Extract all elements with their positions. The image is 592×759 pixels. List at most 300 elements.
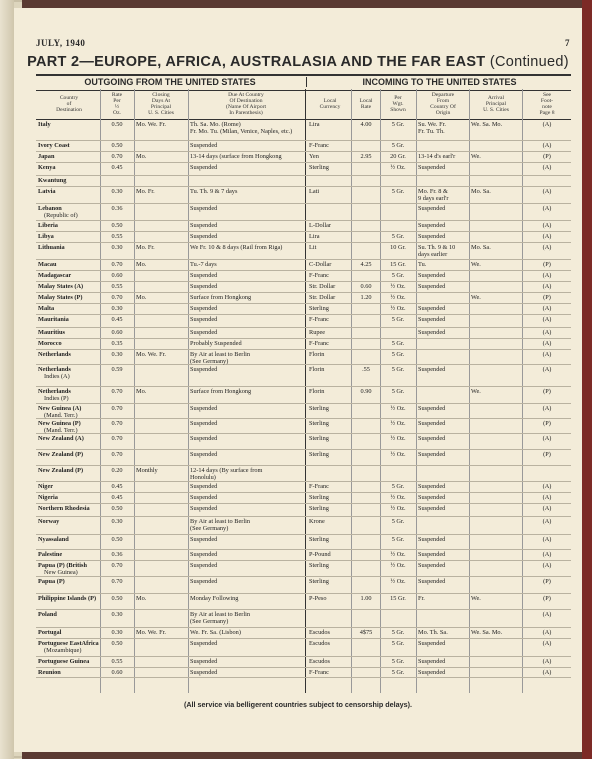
cell-text: Suspended <box>190 494 218 501</box>
cell-footnote-ref <box>524 283 570 290</box>
cell-local-currency <box>309 188 351 195</box>
cell-country <box>38 611 100 618</box>
cell-local-currency <box>309 233 351 240</box>
cell-text: Probably Suspended <box>190 340 242 347</box>
table-row <box>36 304 571 315</box>
cell-text: 0.60 <box>111 329 123 336</box>
cell-due-at <box>190 233 302 240</box>
cell-country <box>38 261 100 268</box>
table-row <box>36 141 571 152</box>
cell-country <box>38 205 100 219</box>
cell-text: Suspended <box>418 494 446 501</box>
running-head-date: JULY, 1940 <box>36 38 86 48</box>
cell-text: ½ Oz. <box>390 435 406 442</box>
cell-rate <box>102 305 132 312</box>
cell-due-at <box>190 283 302 290</box>
cell-departure <box>418 640 468 647</box>
cell-rate <box>102 121 132 128</box>
cell-text: F-Franc <box>309 272 329 279</box>
cell-text: Suspended <box>418 640 446 647</box>
cell-due-at <box>190 518 302 532</box>
cell-rate <box>102 435 132 442</box>
cell-due-at <box>190 222 302 229</box>
cell-text: Papua (P) <box>38 578 65 585</box>
table-row <box>36 152 571 163</box>
cell-local-currency <box>309 305 351 312</box>
cell-text: We. <box>471 153 481 160</box>
cell-local-currency <box>309 294 351 301</box>
table-row <box>36 434 571 450</box>
book-spine <box>0 0 14 759</box>
cell-text: Suspended <box>418 536 446 543</box>
cell-text: Suspended <box>190 562 218 569</box>
cell-text: ½ Oz. <box>390 420 406 427</box>
cell-text: 5 Gr. <box>391 640 405 647</box>
cell-local-currency <box>309 658 351 665</box>
cell-per-weight <box>382 483 414 490</box>
cell-rate <box>102 388 132 395</box>
cell-due-at <box>190 562 302 569</box>
cell-text: Sterling <box>309 536 329 543</box>
cell-text: 0.35 <box>111 340 123 347</box>
cell-text: (A) <box>542 272 552 279</box>
cell-departure <box>418 261 468 268</box>
cell-rate <box>102 640 132 647</box>
cell-per-weight <box>382 233 414 240</box>
cell-due-at <box>190 366 302 373</box>
table-row <box>36 387 571 404</box>
cell-text: Suspended <box>418 658 446 665</box>
cell-text: (P) <box>543 153 551 160</box>
cell-due-at <box>190 272 302 279</box>
cell-text: Suspended <box>190 305 218 312</box>
cell-per-weight <box>382 188 414 195</box>
cell-text: Lati <box>309 188 320 195</box>
cell-text: ½ Oz. <box>390 505 406 512</box>
cell-departure <box>418 153 468 160</box>
cell-departure <box>418 420 468 427</box>
cell-text: P-Peso <box>309 595 327 602</box>
cell-text: Malay States (P) <box>38 294 83 301</box>
cell-text: 12-14 days (By surface from Honolulu) <box>190 467 263 481</box>
cell-text: (A) <box>542 658 552 665</box>
cell-departure <box>418 316 468 323</box>
column-header-footnote-ref: See Foot- note Page 8 <box>539 92 555 116</box>
cell-text: Sterling <box>309 505 329 512</box>
cell-local-currency <box>309 595 351 602</box>
cell-text: Mo. <box>136 153 147 160</box>
table-row <box>36 221 571 232</box>
cell-country <box>38 142 100 149</box>
cell-closing-days <box>136 153 186 160</box>
cell-footnote-ref <box>524 340 570 347</box>
title-continued: (Continued) <box>489 54 569 70</box>
cell-arrival <box>471 261 521 268</box>
cell-local-currency <box>309 562 351 569</box>
cell-local-currency <box>309 518 351 525</box>
cell-arrival <box>471 629 521 636</box>
cell-text: Sterling <box>309 578 329 585</box>
cell-departure <box>418 578 468 585</box>
cell-text: P-Pound <box>309 551 331 558</box>
cell-text: (A) <box>542 205 552 212</box>
cell-text: (A) <box>542 505 552 512</box>
cell-due-at <box>190 244 302 251</box>
cell-footnote-ref <box>524 142 570 149</box>
cell-rate <box>102 518 132 525</box>
cell-due-at <box>190 261 302 268</box>
cell-text: (A) <box>542 366 552 373</box>
cell-country <box>38 222 100 229</box>
cell-text: Suspended <box>190 435 218 442</box>
cell-text: Suspended <box>190 233 218 240</box>
cell-text: 5 Gr. <box>391 272 405 279</box>
cell-due-at <box>190 294 302 301</box>
cell-text: (P) <box>543 388 551 395</box>
cell-local-currency <box>309 388 351 395</box>
cell-text: (P) <box>543 294 551 301</box>
cell-text: (A) <box>542 494 552 501</box>
cell-text: 0.70 <box>111 420 123 427</box>
table-row <box>36 204 571 221</box>
cell-text: 5 Gr. <box>391 340 405 347</box>
cell-footnote-ref <box>524 611 570 618</box>
country-subtitle: Indies (A) <box>44 373 70 380</box>
cell-text: 4.25 <box>360 261 372 268</box>
cell-closing-days <box>136 294 186 301</box>
cell-text: Palestine <box>38 551 63 558</box>
cell-text: Sterling <box>309 451 329 458</box>
cell-departure <box>418 244 468 258</box>
cell-text: Lira <box>309 233 320 240</box>
cell-text: 0.60 <box>111 669 123 676</box>
cell-text: (A) <box>542 435 552 442</box>
cell-text: We. Sa. Mo. <box>471 121 503 128</box>
cell-departure <box>418 164 468 171</box>
cell-text: Sterling <box>309 164 329 171</box>
cell-due-at <box>190 388 302 395</box>
cell-local-currency <box>309 316 351 323</box>
table-row <box>36 404 571 419</box>
cell-text: Mo. We. Fr. <box>136 629 166 636</box>
cell-text: Suspended <box>418 205 446 212</box>
cell-text: Madagascar <box>38 272 72 279</box>
cell-text: (P) <box>543 420 551 427</box>
cell-local-rate <box>353 283 379 290</box>
cell-per-weight <box>382 272 414 279</box>
cell-due-at <box>190 629 302 636</box>
censorship-footnote: (All service via belligerent countries subject to censorship delays). <box>183 700 413 709</box>
table-row <box>36 328 571 339</box>
cell-text: 0.45 <box>111 494 123 501</box>
cell-rate <box>102 188 132 195</box>
cell-text: Suspended <box>418 305 446 312</box>
cell-per-weight <box>382 405 414 412</box>
cell-departure <box>418 121 468 135</box>
cell-text: Sterling <box>309 494 329 501</box>
cell-text: Kwantung <box>38 177 67 184</box>
cell-text: (A) <box>542 629 552 636</box>
table-row <box>36 577 571 594</box>
cell-text: 0.45 <box>111 164 123 171</box>
cell-text: Norway <box>38 518 60 525</box>
cell-local-currency <box>309 536 351 543</box>
cell-footnote-ref <box>524 329 570 336</box>
book-edge <box>582 0 592 759</box>
cell-closing-days <box>136 244 186 251</box>
title-text: PART 2—EUROPE, AFRICA, AUSTRALASIA AND THE FAR EAST <box>27 54 486 70</box>
cell-local-rate <box>353 261 379 268</box>
cell-closing-days <box>136 595 186 602</box>
cell-text: 5 Gr. <box>391 483 405 490</box>
cell-arrival <box>471 244 521 251</box>
cell-text: Tu. Th. 9 & 7 days <box>190 188 238 195</box>
cell-text: Netherlands <box>38 366 71 373</box>
cell-text: F-Franc <box>309 316 329 323</box>
cell-country <box>38 164 100 171</box>
table-row <box>36 610 571 628</box>
cell-footnote-ref <box>524 164 570 171</box>
cell-due-at <box>190 658 302 665</box>
cell-text: By Air at least to Berlin (See Germany) <box>190 611 250 625</box>
column-header-local-currency: Local Currency <box>319 98 341 110</box>
cell-country <box>38 467 100 474</box>
cell-departure <box>418 494 468 501</box>
cell-text: Suspended <box>190 329 218 336</box>
cell-text: (A) <box>542 536 552 543</box>
country-subtitle: (Mand. Terr.) <box>44 412 78 419</box>
cell-text: Lebanon <box>38 205 62 212</box>
cell-text: 0.50 <box>111 121 123 128</box>
cell-text: Monthly <box>136 467 158 474</box>
cell-text: 5 Gr. <box>391 658 405 665</box>
cell-text: Kenya <box>38 164 56 171</box>
cell-text: 15 Gr. <box>390 595 406 602</box>
cell-per-weight <box>382 536 414 543</box>
table-row <box>36 493 571 504</box>
cell-text: (A) <box>542 164 552 171</box>
cell-departure <box>418 595 468 602</box>
cell-text: Mo. <box>136 294 147 301</box>
cell-local-rate <box>353 366 379 373</box>
cell-text: We. Sa. Mo. <box>471 629 503 636</box>
table-row <box>36 419 571 434</box>
cell-text: F-Franc <box>309 483 329 490</box>
table-row <box>36 315 571 328</box>
cell-text: Surface from Hongkong <box>190 294 252 301</box>
cell-local-currency <box>309 366 351 373</box>
cell-rate <box>102 222 132 229</box>
table-row <box>36 271 571 282</box>
cell-text: 5 Gr. <box>391 388 405 395</box>
cell-text: Suspended <box>418 451 446 458</box>
cell-text: ½ Oz. <box>390 305 406 312</box>
cell-country <box>38 188 100 195</box>
cell-departure <box>418 188 468 202</box>
cell-departure <box>418 629 468 636</box>
cell-text: (A) <box>542 316 552 323</box>
cell-local-currency <box>309 222 351 229</box>
cell-country <box>38 153 100 160</box>
cell-local-currency <box>309 629 351 636</box>
cell-closing-days <box>136 121 186 128</box>
cell-country <box>38 595 100 602</box>
cell-text: Portugal <box>38 629 62 636</box>
table-row <box>36 282 571 293</box>
cell-text: 0.70 <box>111 562 123 569</box>
cell-footnote-ref <box>524 272 570 279</box>
cell-local-currency <box>309 505 351 512</box>
cell-footnote-ref <box>524 420 570 427</box>
cell-text: Florin <box>309 388 325 395</box>
cell-text: Tu. <box>418 261 427 268</box>
cell-text: (A) <box>542 640 552 647</box>
cell-text: ½ Oz. <box>390 562 406 569</box>
cell-text: Mo. We. Fr. <box>136 351 166 358</box>
cell-text: Suspended <box>418 405 446 412</box>
cell-footnote-ref <box>524 366 570 373</box>
cell-footnote-ref <box>524 121 570 128</box>
cell-per-weight <box>382 121 414 128</box>
cell-text: Suspended <box>418 551 446 558</box>
cell-rate <box>102 283 132 290</box>
table-row <box>36 535 571 550</box>
table-row <box>36 350 571 365</box>
cell-rate <box>102 164 132 171</box>
cell-per-weight <box>382 351 414 358</box>
cell-rate <box>102 562 132 569</box>
cell-footnote-ref <box>524 294 570 301</box>
cell-text: F-Franc <box>309 142 329 149</box>
cell-footnote-ref <box>524 551 570 558</box>
cell-due-at <box>190 578 302 585</box>
cell-country <box>38 640 100 654</box>
cell-country <box>38 351 100 358</box>
cell-text: 5 Gr. <box>391 669 405 676</box>
cell-per-weight <box>382 658 414 665</box>
cell-due-at <box>190 340 302 347</box>
cell-text: ½ Oz. <box>390 283 406 290</box>
cell-due-at <box>190 505 302 512</box>
cell-rate <box>102 494 132 501</box>
table-row <box>36 260 571 271</box>
cell-footnote-ref <box>524 305 570 312</box>
cell-footnote-ref <box>524 483 570 490</box>
cell-departure <box>418 562 468 569</box>
cell-text: Florin <box>309 366 325 373</box>
cell-text: (P) <box>543 451 551 458</box>
cell-footnote-ref <box>524 316 570 323</box>
cell-text: Th. Sa. Mo. (Rome) Fr. Mo. Tu. (Milan, Venice, Naples, etc.) <box>190 121 293 135</box>
cell-text: F-Franc <box>309 669 329 676</box>
cell-local-currency <box>309 121 351 128</box>
cell-local-currency <box>309 142 351 149</box>
cell-footnote-ref <box>524 244 570 251</box>
cell-text: 2.95 <box>360 153 372 160</box>
cell-text: Suspended <box>190 366 218 373</box>
country-subtitle: (Republic of) <box>44 212 78 219</box>
country-subtitle: (Mand. Terr.) <box>44 427 78 434</box>
cell-text: Escudos <box>309 658 330 665</box>
cell-per-weight <box>382 142 414 149</box>
cell-text: Mauritania <box>38 316 69 323</box>
cell-due-at <box>190 611 302 625</box>
cell-departure <box>418 205 468 212</box>
cell-text: Portuguese Guinea <box>38 658 90 665</box>
cell-text: Suspended <box>418 164 446 171</box>
cell-text: (A) <box>542 283 552 290</box>
cell-text: Su. We. Fr. Fr. Tu. Th. <box>418 121 446 135</box>
cell-text: 0.45 <box>111 483 123 490</box>
cell-text: ½ Oz. <box>390 164 406 171</box>
cell-rate <box>102 669 132 676</box>
cell-text: Su. Th. 9 & 10 days earlier <box>418 244 456 258</box>
cell-text: 0.90 <box>360 388 372 395</box>
table-row <box>36 232 571 243</box>
cell-local-currency <box>309 640 351 647</box>
cell-text: 0.30 <box>111 351 123 358</box>
cell-due-at <box>190 420 302 427</box>
cell-text: 0.70 <box>111 153 123 160</box>
cell-per-weight <box>382 164 414 171</box>
cell-per-weight <box>382 451 414 458</box>
cell-text: Suspended <box>190 505 218 512</box>
cell-text: By Air at least to Berlin (See Germany) <box>190 518 250 532</box>
cell-text: Malay States (A) <box>38 283 84 290</box>
cell-text: ½ Oz. <box>390 494 406 501</box>
cell-text: Suspended <box>190 658 218 665</box>
cell-local-currency <box>309 283 351 290</box>
cell-text: (A) <box>542 142 552 149</box>
cell-text: ½ Oz. <box>390 405 406 412</box>
cell-due-at <box>190 305 302 312</box>
cell-footnote-ref <box>524 536 570 543</box>
cell-text: (A) <box>542 121 552 128</box>
cell-footnote-ref <box>524 351 570 358</box>
cell-text: Suspended <box>418 366 446 373</box>
cell-local-currency <box>309 483 351 490</box>
cell-text: 13-14 d's earl'r <box>418 153 456 160</box>
cell-text: Suspended <box>418 435 446 442</box>
table-row <box>36 163 571 176</box>
cell-arrival <box>471 388 521 395</box>
cell-rate <box>102 272 132 279</box>
cell-text: New Zealand (A) <box>38 435 84 442</box>
cell-text: Florin <box>309 351 325 358</box>
column-header-due-at: Due At Country Of Destination (Name Of Airport In Parenthesis) <box>225 92 267 116</box>
table-row <box>36 466 571 482</box>
cell-country <box>38 340 100 347</box>
table-row <box>36 550 571 561</box>
cell-departure <box>418 283 468 290</box>
cell-text: 0.50 <box>111 595 123 602</box>
cell-text: Lithuania <box>38 244 65 251</box>
cell-arrival <box>471 595 521 602</box>
cell-text: Sterling <box>309 435 329 442</box>
cell-country <box>38 494 100 501</box>
cell-local-currency <box>309 244 351 251</box>
cell-text: 13-14 days (surface from Hongkong <box>190 153 282 160</box>
cell-text: 0.36 <box>111 551 123 558</box>
cell-local-currency <box>309 420 351 427</box>
column-headers <box>36 89 571 120</box>
cell-text: 0.55 <box>111 658 123 665</box>
cell-text: 0.70 <box>111 451 123 458</box>
cell-text: Suspended <box>418 420 446 427</box>
cell-text: Italy <box>38 121 51 128</box>
cell-local-currency <box>309 551 351 558</box>
cell-text: Northern Rhodesia <box>38 505 90 512</box>
